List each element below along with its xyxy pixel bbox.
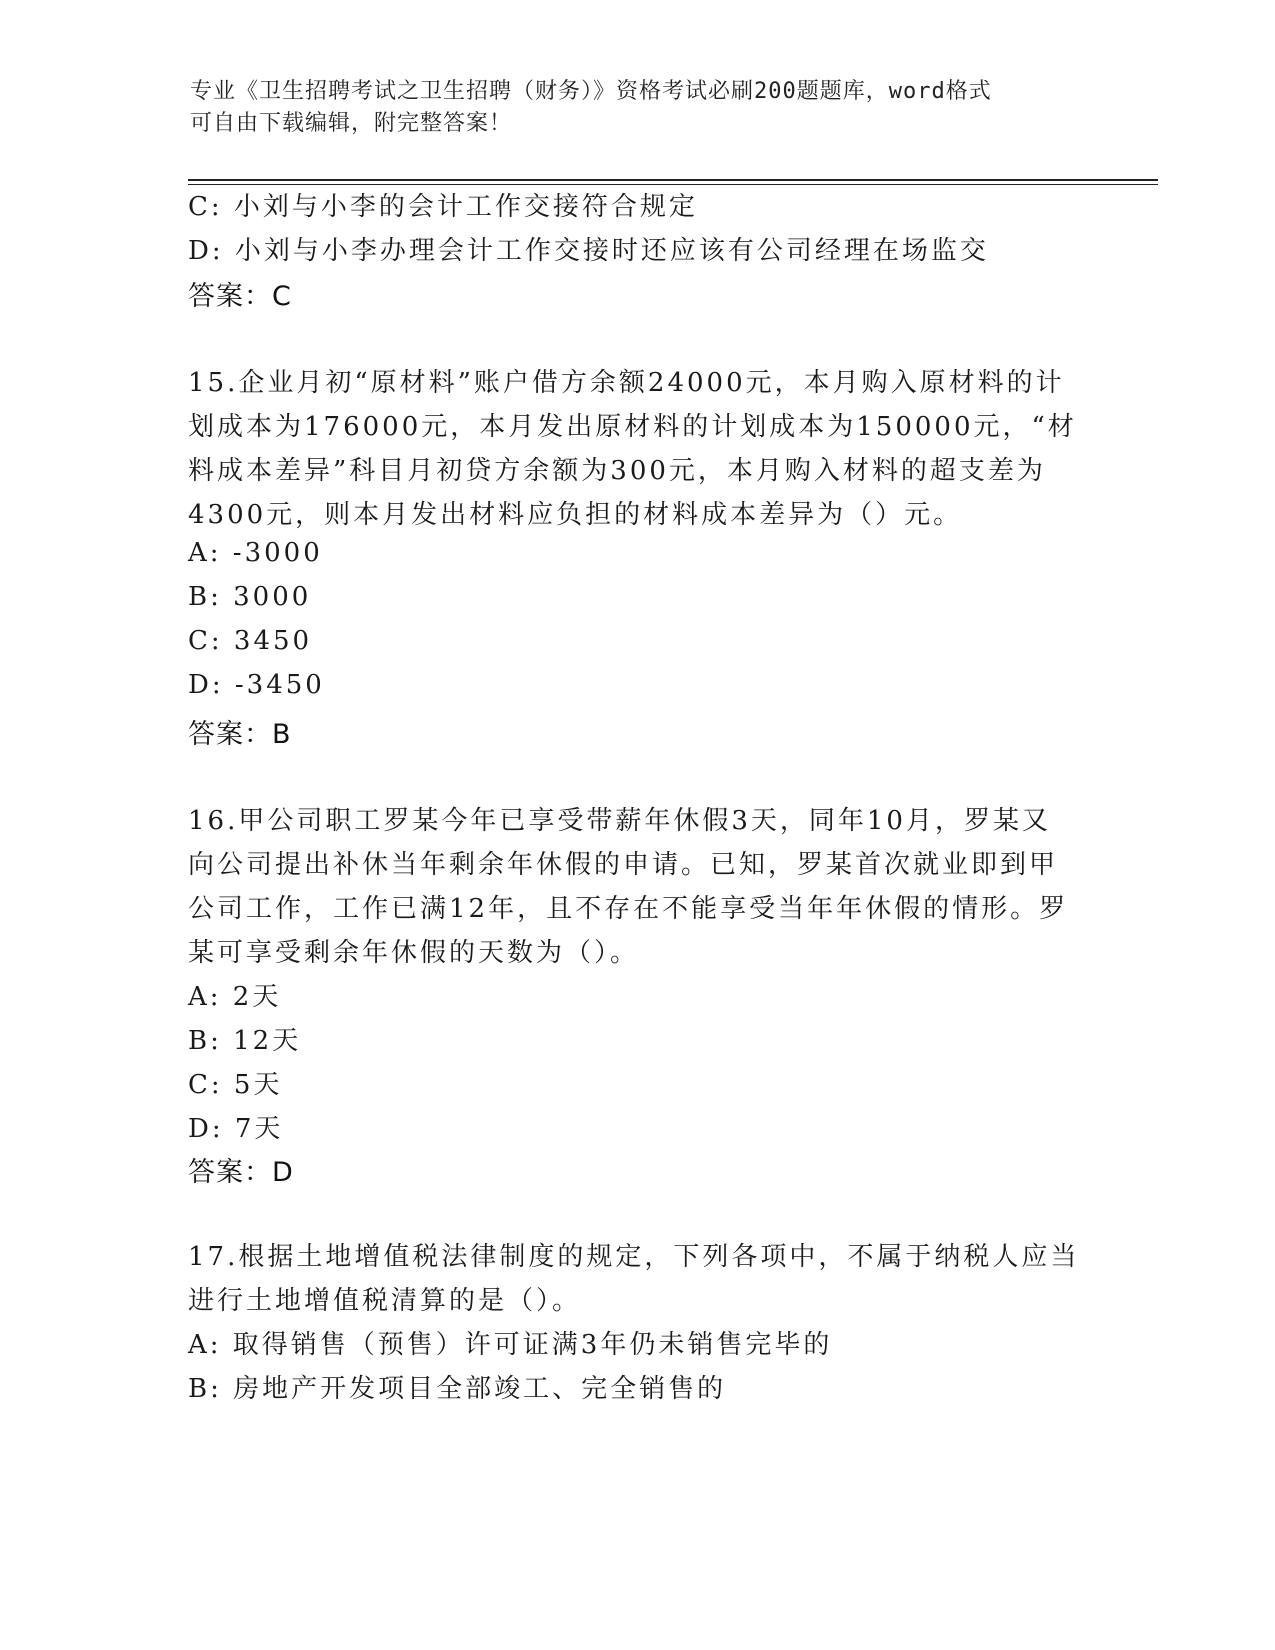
document-header: [190, 76, 1090, 140]
q16-stem-line-4: 某可享受剩余年休假的天数为（）。: [188, 938, 640, 968]
q15-option-d: D: -3450: [188, 670, 325, 700]
q17-stem-line-2: 进行土地增值税清算的是（）。: [188, 1286, 582, 1316]
header-divider: [188, 179, 1158, 185]
q17-option-a: A: 取得销售（预售）许可证满3年仍未销售完毕的: [188, 1330, 833, 1360]
q16-stem-line-3: 公司工作，工作已满12年，且不存在不能享受当年年休假的情形。罗: [188, 894, 1069, 924]
q16-option-d: D: 7天: [188, 1114, 284, 1144]
q15-stem-line-1: 15.企业月初“原材料”账户借方余额24000元，本月购入原材料的计: [188, 368, 1065, 398]
q15-stem-line-2: 划成本为176000元，本月发出原材料的计划成本为150000元，“材: [188, 412, 1077, 442]
q16-answer: 答案：D: [188, 1157, 294, 1188]
option-d-prev: D: 小刘与小李办理会计工作交接时还应该有公司经理在场监交: [188, 236, 989, 266]
answer-prev: 答案：C: [188, 281, 292, 312]
q15-option-c: C: 3450: [188, 626, 313, 656]
header-line-2: 可自由下载编辑，附完整答案！: [190, 111, 513, 136]
q16-option-a: A: 2天: [188, 982, 282, 1012]
header-line-1: 专业《卫生招聘考试之卫生招聘（财务）》资格考试必刷200题题库，word格式: [190, 79, 992, 104]
q16-option-c: C: 5天: [188, 1070, 283, 1100]
q15-option-b: B: 3000: [188, 582, 312, 612]
q16-stem-line-1: 16.甲公司职工罗某今年已享受带薪年休假3天，同年10月，罗某又: [188, 806, 1051, 836]
q16-stem-line-2: 向公司提出补休当年剩余年休假的申请。已知，罗某首次就业即到甲: [188, 850, 1059, 880]
q17-option-b: B: 房地产开发项目全部竣工、完全销售的: [188, 1374, 727, 1404]
q15-option-a: A: -3000: [188, 538, 323, 568]
q15-stem-line-4: 4300元，则本月发出材料应负担的材料成本差异为（）元。: [188, 500, 963, 530]
q16-option-b: B: 12天: [188, 1026, 302, 1056]
q15-stem-line-3: 料成本差异”科目月初贷方余额为300元，本月购入材料的超支差为: [188, 456, 1046, 486]
q17-stem-line-1: 17.根据土地增值税法律制度的规定，下列各项中，不属于纳税人应当: [188, 1242, 1080, 1272]
option-c-prev: C: 小刘与小李的会计工作交接符合规定: [188, 192, 698, 222]
q15-answer: 答案：B: [188, 719, 292, 750]
